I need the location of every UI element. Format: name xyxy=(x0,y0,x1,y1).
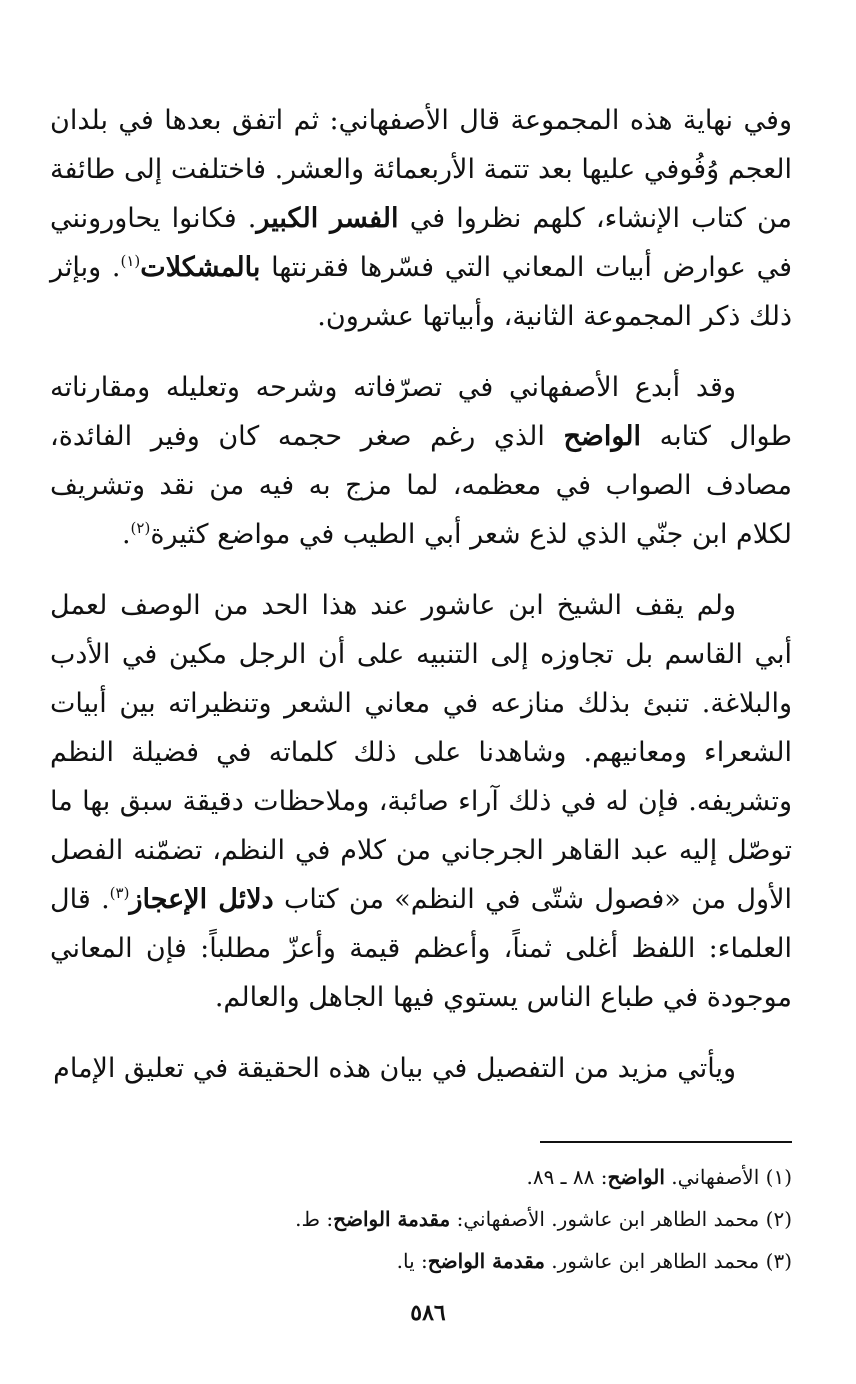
footnote-separator xyxy=(540,1141,792,1143)
paragraph-4 xyxy=(50,1044,792,1093)
text-run: . قال العلماء: اللفظ أغلى ثمناً، وأعظم قيمة وأعزّ مطلباً: فإن المعاني موجودة في طباع الناس يستوي فيها الجاهل والعالم. xyxy=(50,884,792,1013)
book-title-dalail-al-ijaz: دلائل الإعجاز xyxy=(129,884,274,915)
footnote-text: : يا. xyxy=(396,1249,428,1273)
footnote-text: : ٨٨ ـ ٨٩. xyxy=(526,1165,608,1189)
text-run: وقد أبدع الأصفهاني في تصرّفاته وشرحه وتعليله ومقارناته طوال كتابه xyxy=(50,372,792,452)
footnote-text: (٣) محمد الطاهر ابن عاشور. xyxy=(544,1249,792,1273)
page-number: ٥٨٦ xyxy=(410,1300,446,1326)
paragraph-2 xyxy=(50,363,792,559)
body-text xyxy=(50,96,792,1115)
footnote-ref-2: (٢) xyxy=(130,519,151,537)
paragraph-3 xyxy=(50,581,792,1022)
footnote-book-title: الواضح xyxy=(607,1165,665,1189)
footnotes xyxy=(72,1156,792,1282)
text-run: . وبإثر ذلك ذكر المجموعة الثانية، وأبياتها عشرون. xyxy=(50,252,792,332)
book-title-al-wadih: الواضح xyxy=(563,421,642,452)
footnote-text: : ط. xyxy=(295,1207,334,1231)
book-title-al-fasr-al-kabir: الفسر الكبير xyxy=(256,203,399,234)
footnote-ref-3: (٣) xyxy=(109,884,130,902)
text-run: وفي نهاية هذه المجموعة قال الأصفهاني: ثم اتفق بعدها في بلدان العجم وُفُوفي عليها بعد تتمة الأربعمائة والعشر. فاختلفت إلى طائفة من كتاب الإنشاء، كلهم نظروا في xyxy=(50,105,792,234)
paragraph-1 xyxy=(50,96,792,341)
footnote-book-title: مقدمة الواضح xyxy=(427,1249,545,1273)
text-run: . فكانوا يحاورونني في عوارض أبيات المعاني التي فسّرها فقرنتها xyxy=(50,203,792,283)
book-title-al-mushkilat: بالمشكلات xyxy=(140,252,261,283)
footnote-3 xyxy=(72,1240,792,1282)
text-run: ويأتي مزيد من التفصيل في بيان هذه الحقيقة في تعليق الإمام xyxy=(53,1053,736,1084)
footnote-ref-1: (١) xyxy=(120,252,141,270)
text-run: ولم يقف الشيخ ابن عاشور عند هذا الحد من الوصف لعمل أبي القاسم بل تجاوزه إلى التنبيه على أن الرجل مكين في الأدب والبلاغة. تنبئ بذلك منازعه في معاني الشعر وتنظيراته بين أبيات الشعراء ومعانيهم. وشاهدنا على ذلك كلماته في فضيلة النظم وتشريفه. فإن له في ذلك آراء صائبة، وملاحظات دقيقة سبق بها ما توصّل إليه عبد القاهر الجرجاني من كلام في النظم، تضمّنه الفصل الأول من «فصول شتّى في النظم» من كتاب xyxy=(50,590,792,915)
footnote-2 xyxy=(72,1198,792,1240)
footnote-text: (٢) محمد الطاهر ابن عاشور. الأصفهاني: xyxy=(450,1207,792,1231)
text-run: الذي رغم صغر حجمه كان وفير الفائدة، مصادف الصواب في معظمه، لما مزج به فيه من نقد وتشريف لكلام ابن جنّي الذي لذع شعر أبي الطيب في مواضع كثيرة xyxy=(50,421,792,550)
footnote-book-title: مقدمة الواضح xyxy=(333,1207,451,1231)
footnote-text: (١) الأصفهاني. xyxy=(664,1165,792,1189)
footnote-1 xyxy=(72,1156,792,1198)
text-run: . xyxy=(121,519,131,550)
